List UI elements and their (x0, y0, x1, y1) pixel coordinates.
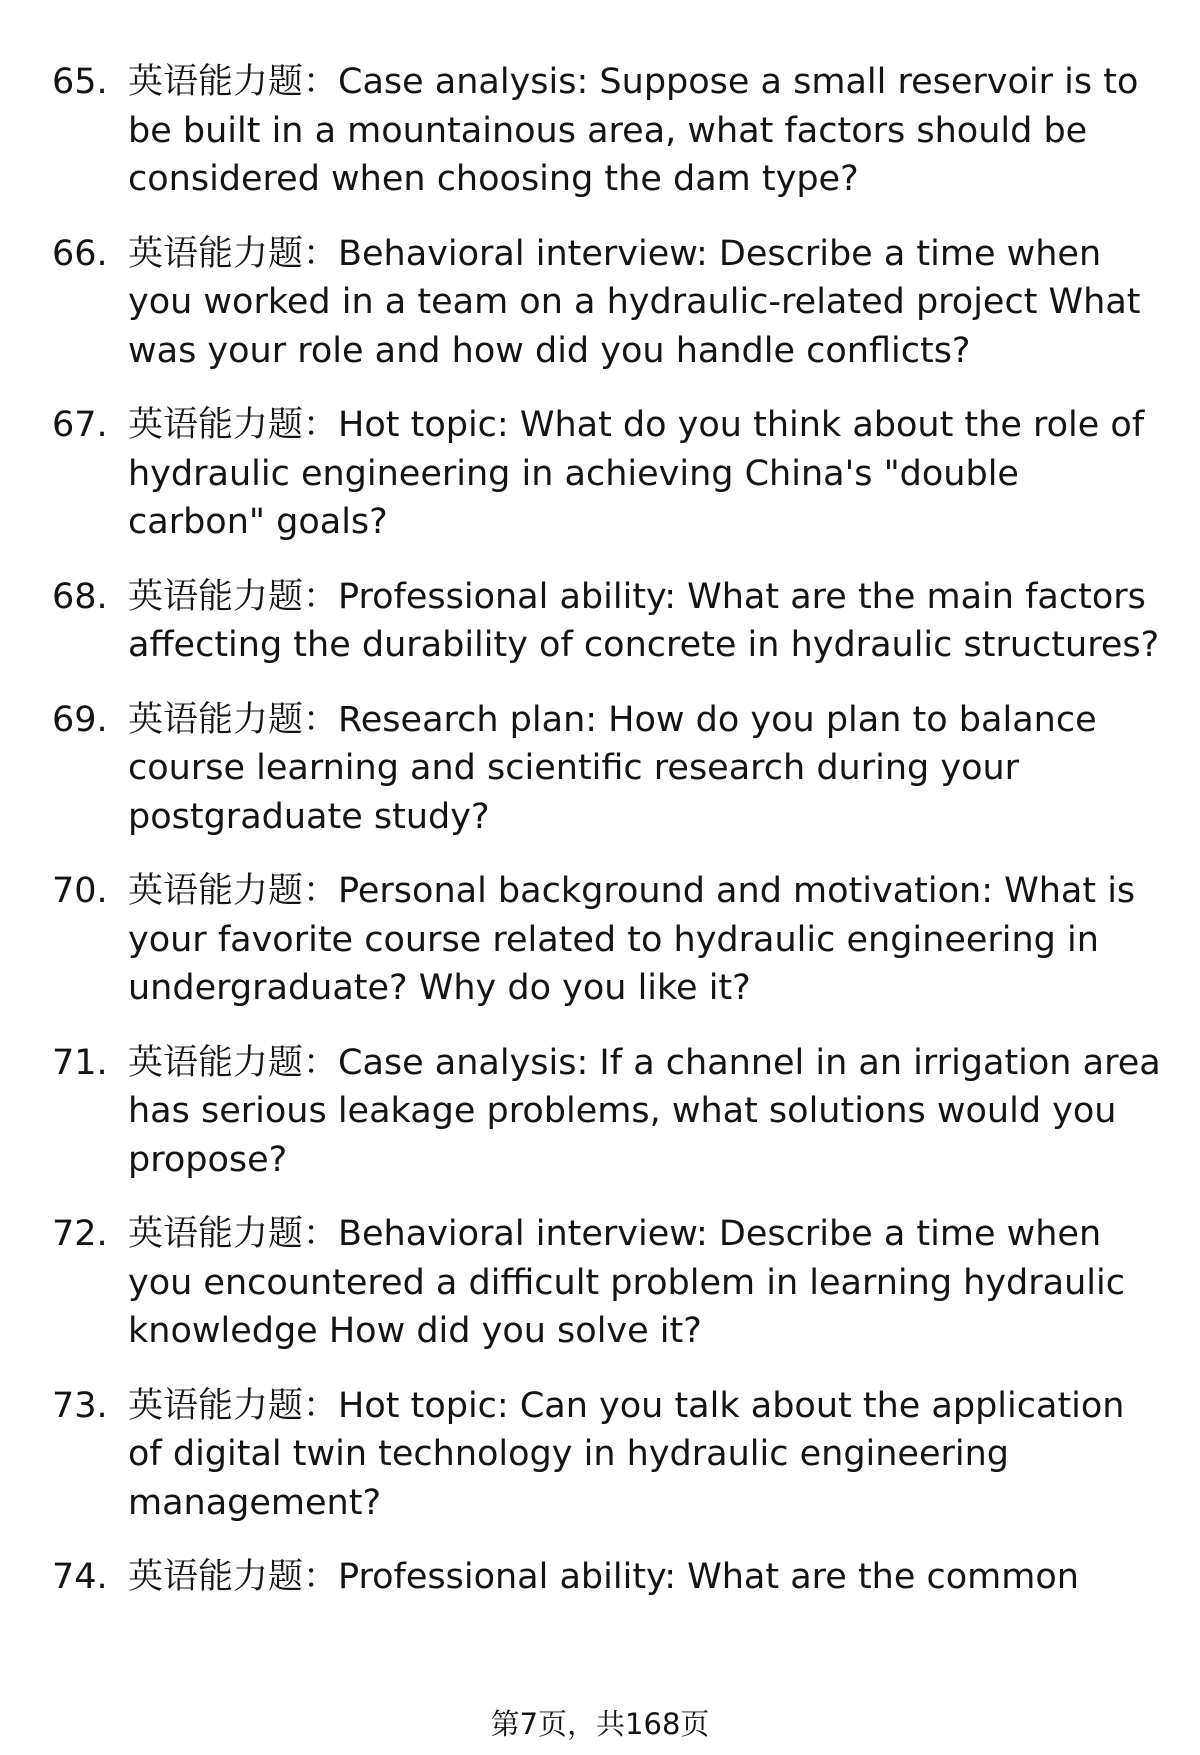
question-number: 68. (52, 576, 108, 617)
list-item (52, 696, 1162, 842)
page-number-label: 第7页，共168页 (490, 1707, 710, 1741)
question-number: 67. (52, 405, 108, 445)
question-category: 英语能力题： (128, 1214, 339, 1254)
list-item (52, 1553, 1162, 1602)
question-text: Behavioral interview: Describe a time when you worked in a team on a hydraulic-related project What was your role and how did you handle conflicts? (128, 233, 1141, 371)
question-text: Hot topic: Can you talk about the application of digital twin technology in hydraulic engineering management? (128, 1385, 1125, 1523)
question-category: 英语能力题： (128, 576, 339, 617)
list-item (52, 573, 1162, 670)
question-category: 英语能力题： (128, 233, 339, 274)
question-text: Behavioral interview: Describe a time when you encountered a difficult problem in learning hydraulic knowledge How did you solve it? (128, 1214, 1125, 1351)
question-text: Hot topic: What do you think about the role of hydraulic engineering in achieving China's "double carbon" goals? (128, 405, 1145, 542)
question-category: 英语能力题： (128, 1385, 339, 1426)
question-body (128, 867, 1162, 1013)
list-item (52, 1039, 1162, 1185)
question-body (128, 401, 1162, 547)
question-category: 英语能力题： (128, 1557, 339, 1597)
question-number: 65. (52, 62, 108, 102)
question-body (128, 1039, 1162, 1185)
question-number: 71. (52, 1042, 108, 1083)
list-item (52, 401, 1162, 547)
question-body (128, 1210, 1162, 1356)
list-item (52, 230, 1162, 376)
question-body (128, 696, 1162, 842)
question-number: 73. (52, 1385, 108, 1426)
question-body (128, 1553, 1162, 1602)
list-item (52, 1382, 1162, 1528)
question-body (128, 573, 1162, 670)
question-body (128, 58, 1162, 204)
question-number: 72. (52, 1214, 108, 1254)
question-text: Professional ability: What are the common (338, 1557, 1079, 1597)
list-item (52, 867, 1162, 1013)
question-category: 英语能力题： (128, 405, 339, 445)
question-list (52, 58, 1162, 1628)
question-body (128, 1382, 1162, 1528)
question-text: Case analysis: If a channel in an irrigation area has serious leakage problems, what solutions would you propose? (128, 1042, 1161, 1180)
question-category: 英语能力题： (128, 871, 339, 911)
question-category: 英语能力题： (128, 699, 339, 740)
page-footer (0, 1706, 1200, 1742)
question-number: 69. (52, 699, 108, 740)
question-category: 英语能力题： (128, 62, 339, 102)
question-category: 英语能力题： (128, 1042, 339, 1083)
question-text: Research plan: How do you plan to balance course learning and scientific research during your postgraduate study? (128, 699, 1097, 837)
question-text: Professional ability: What are the main factors affecting the durability of concrete in hydraulic structures? (128, 576, 1160, 665)
list-item (52, 1210, 1162, 1356)
question-number: 74. (52, 1557, 108, 1597)
question-text: Personal background and motivation: What is your favorite course related to hydraulic engineering in undergraduate? Why do you like it? (128, 871, 1136, 1008)
question-body (128, 230, 1162, 376)
list-item (52, 58, 1162, 204)
question-number: 70. (52, 871, 108, 911)
question-text: Case analysis: Suppose a small reservoir is to be built in a mountainous area, what factors should be considered when choosing the dam type? (128, 62, 1139, 199)
question-number: 66. (52, 233, 108, 274)
